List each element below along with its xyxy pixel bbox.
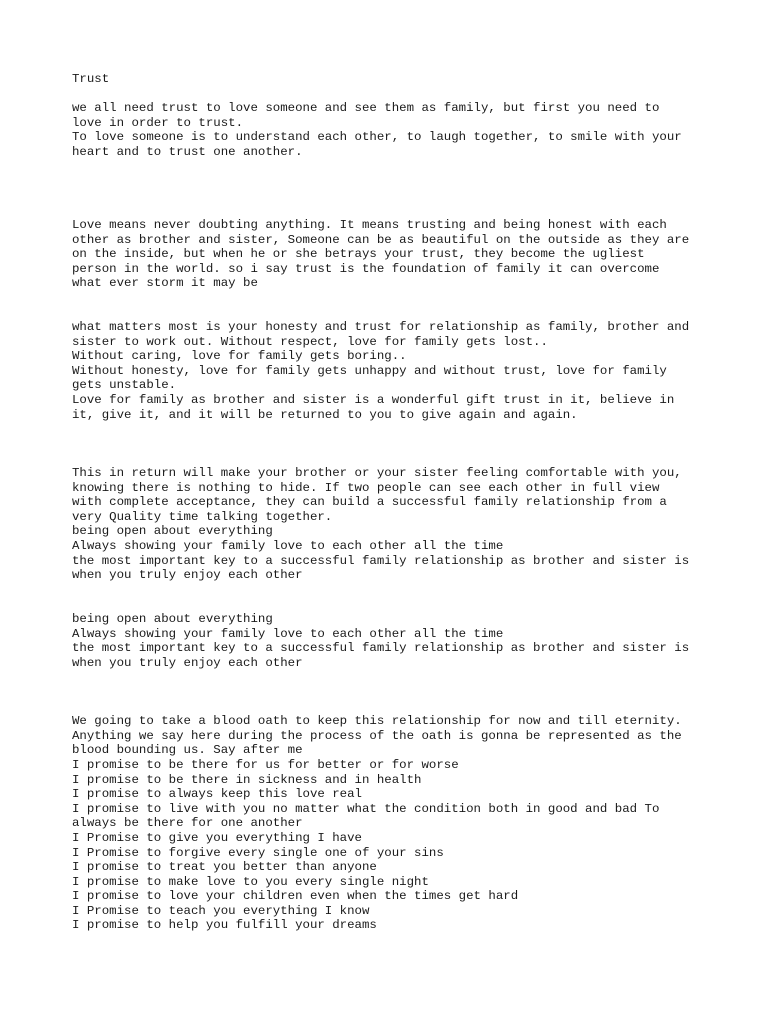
text-line: being open about everything bbox=[72, 524, 273, 539]
text-line: Love means never doubting anything. It means trusting and being honest with each bbox=[72, 217, 667, 232]
text-line: I promise to help you fulfill your dreams bbox=[72, 918, 377, 933]
text-line: I promise to live with you no matter what the condition both in good and bad To bbox=[72, 801, 660, 816]
document-body bbox=[72, 72, 712, 933]
text-line: Without caring, love for family gets boring.. bbox=[72, 349, 407, 364]
text-line: we all need trust to love someone and see them as family, but first you need to bbox=[72, 101, 660, 116]
text-line: it, give it, and it will be returned to you to give again and again. bbox=[72, 407, 578, 422]
spacer bbox=[72, 160, 712, 218]
text-line: the most important key to a successful family relationship as brother and sister is bbox=[72, 553, 690, 568]
text-line: heart and to trust one another. bbox=[72, 144, 303, 159]
spacer bbox=[72, 87, 712, 102]
text-line: I promise to be there in sickness and in health bbox=[72, 772, 422, 787]
text-line: I promise to always keep this love real bbox=[72, 787, 362, 802]
text-line: love in order to trust. bbox=[72, 115, 244, 130]
document-title: Trust bbox=[72, 72, 110, 86]
paragraph-5 bbox=[72, 612, 712, 670]
text-line: person in the world. so i say trust is the foundation of family it can overcome bbox=[72, 261, 660, 276]
text-line: I promise to treat you better than anyone bbox=[72, 860, 377, 875]
paragraph-6 bbox=[72, 714, 712, 933]
text-line: Without honesty, love for family gets unhappy and without trust, love for family bbox=[72, 363, 667, 378]
text-line: very Quality time talking together. bbox=[72, 509, 333, 524]
paragraph-2 bbox=[72, 218, 712, 291]
text-line: Anything we say here during the process of the oath is gonna be represented as the bbox=[72, 728, 682, 743]
text-line: when you truly enjoy each other bbox=[72, 655, 303, 670]
text-line: Always showing your family love to each other all the time bbox=[72, 626, 504, 641]
text-line: We going to take a blood oath to keep this relationship for now and till eternity. bbox=[72, 714, 682, 729]
text-line: what matters most is your honesty and trust for relationship as family, brother and bbox=[72, 320, 690, 335]
text-line: other as brother and sister, Someone can be as beautiful on the outside as they are bbox=[72, 232, 690, 247]
spacer bbox=[72, 583, 712, 612]
text-line: gets unstable. bbox=[72, 378, 177, 393]
text-line: I Promise to teach you everything I know bbox=[72, 903, 370, 918]
text-line: This in return will make your brother or your sister feeling comfortable with you, bbox=[72, 466, 682, 481]
text-line: blood bounding us. Say after me bbox=[72, 743, 303, 758]
text-line: always be there for one another bbox=[72, 816, 303, 831]
text-line: To love someone is to understand each other, to laugh together, to smile with your bbox=[72, 130, 682, 145]
text-line: knowing there is nothing to hide. If two people can see each other in full view bbox=[72, 480, 660, 495]
text-line: I Promise to forgive every single one of your sins bbox=[72, 845, 444, 860]
text-line: on the inside, but when he or she betrays your trust, they become the ugliest bbox=[72, 247, 645, 262]
text-line: with complete acceptance, they can build a successful family relationship from a bbox=[72, 495, 667, 510]
text-line: I promise to be there for us for better or for worse bbox=[72, 757, 459, 772]
text-line: when you truly enjoy each other bbox=[72, 568, 303, 583]
text-line: sister to work out. Without respect, love for family gets lost.. bbox=[72, 334, 548, 349]
text-line: what ever storm it may be bbox=[72, 276, 258, 291]
text-line: Always showing your family love to each other all the time bbox=[72, 539, 504, 554]
text-line: I promise to love your children even when the times get hard bbox=[72, 889, 519, 904]
paragraph-4 bbox=[72, 466, 712, 583]
text-line: I promise to make love to you every single night bbox=[72, 874, 429, 889]
spacer bbox=[72, 422, 712, 466]
text-line: I Promise to give you everything I have bbox=[72, 830, 362, 845]
spacer bbox=[72, 670, 712, 714]
paragraph-3 bbox=[72, 320, 712, 422]
spacer bbox=[72, 291, 712, 320]
text-line: the most important key to a successful family relationship as brother and sister is bbox=[72, 641, 690, 656]
text-line: Love for family as brother and sister is a wonderful gift trust in it, believe in bbox=[72, 393, 675, 408]
paragraph-1 bbox=[72, 101, 712, 159]
text-line: being open about everything bbox=[72, 612, 273, 626]
